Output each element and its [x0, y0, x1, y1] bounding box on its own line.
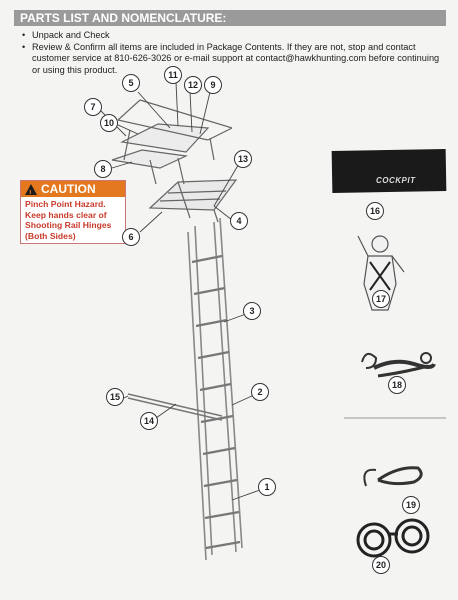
- callout-19: 19: [402, 496, 420, 514]
- callout-6: 6: [122, 228, 140, 246]
- callout-7: 7: [84, 98, 102, 116]
- warning-triangle-icon: !: [25, 184, 37, 195]
- callout-9: 9: [204, 76, 222, 94]
- callout-15: 15: [106, 388, 124, 406]
- callout-18: 18: [388, 376, 406, 394]
- callout-5: 5: [122, 74, 140, 92]
- callout-2: 2: [251, 383, 269, 401]
- callout-4: 4: [230, 212, 248, 230]
- caution-box: [20, 180, 126, 244]
- callout-8: 8: [94, 160, 112, 178]
- callout-3: 3: [243, 302, 261, 320]
- callout-1: 1: [258, 478, 276, 496]
- ratchet-strap-icon: [358, 520, 428, 556]
- list-item: • Unpack and Check: [22, 30, 442, 42]
- list-item: • Review & Confirm all items are included in Package Contents. If they are not, stop and contact customer service at 810-626-3026 or e-mail support at contact@hawkhunting.com before continuing or using this product.: [22, 42, 442, 77]
- callout-14: 14: [140, 412, 158, 430]
- caution-text: Pinch Point Hazard. Keep hands clear of Shooting Rail Hinges (Both Sides): [25, 199, 112, 241]
- caution-label: CAUTION: [41, 182, 96, 196]
- strap-icon: [364, 468, 421, 486]
- seat-cushion-icon: [332, 149, 447, 193]
- callout-16: 16: [366, 202, 384, 220]
- callout-13: 13: [234, 150, 252, 168]
- callout-20: 20: [372, 556, 390, 574]
- caution-heading: [21, 181, 125, 197]
- callout-11: 11: [164, 66, 182, 84]
- callout-10: 10: [100, 114, 118, 132]
- callout-12: 12: [184, 76, 202, 94]
- page-title: PARTS LIST AND NOMENCLATURE:: [14, 10, 446, 26]
- ladder: [188, 218, 242, 560]
- bag-label: COCKPIT: [376, 176, 416, 185]
- seat: [112, 100, 232, 184]
- rope-icon: [362, 353, 434, 376]
- callout-17: 17: [372, 290, 390, 308]
- foot-platform: [150, 180, 236, 222]
